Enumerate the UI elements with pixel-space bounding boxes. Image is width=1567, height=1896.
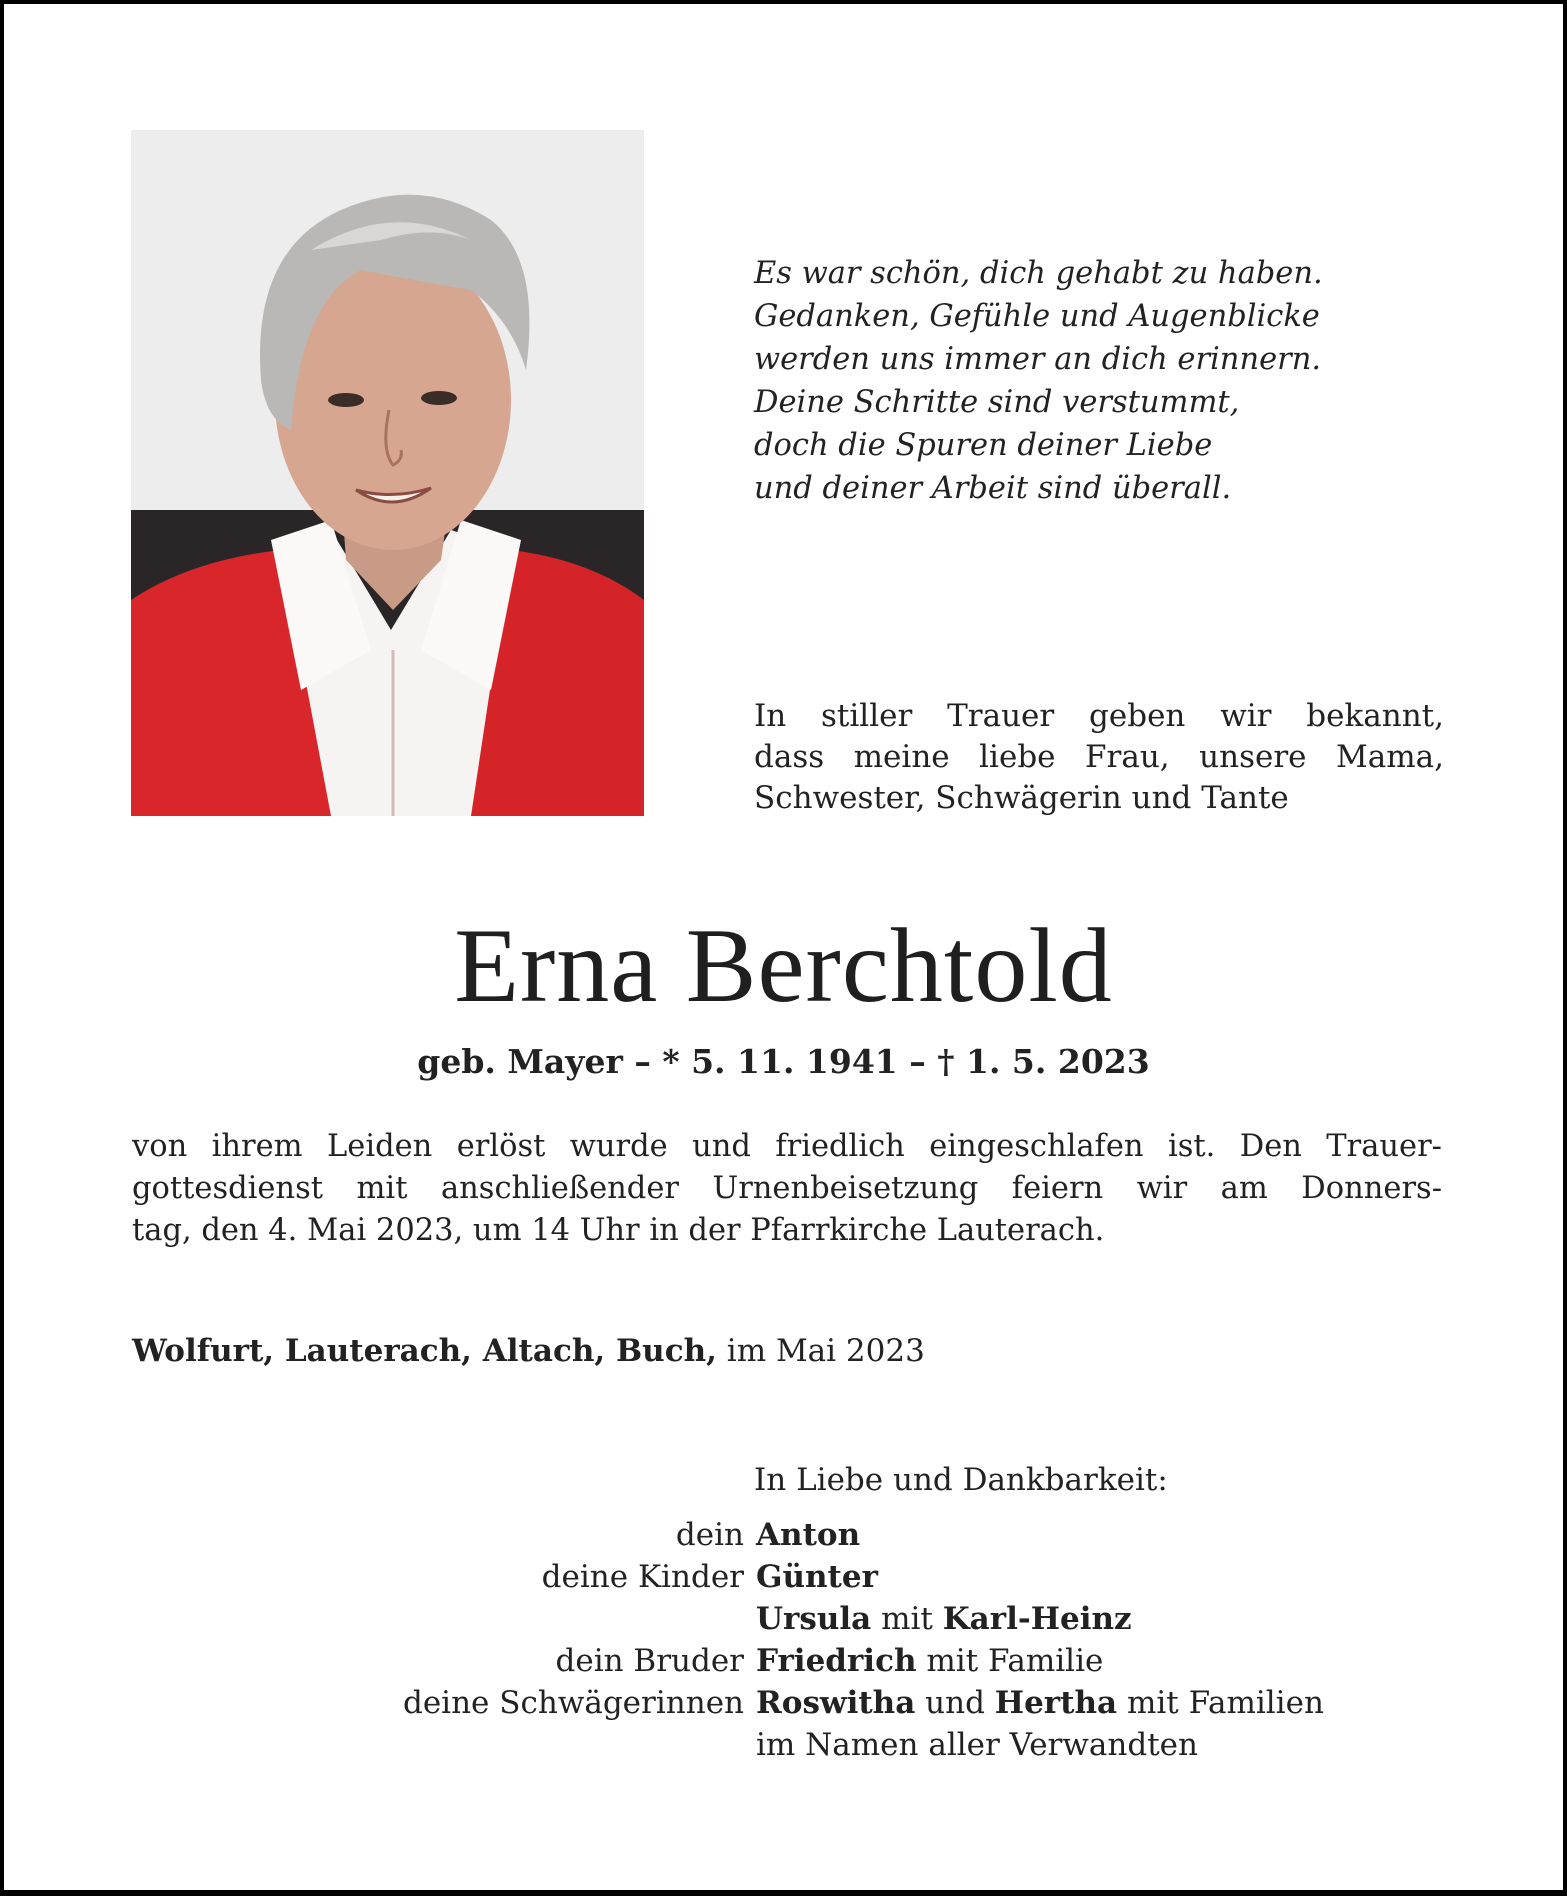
poem-line: und deiner Arbeit sind überall. — [754, 471, 1232, 506]
signature-row — [204, 1724, 1504, 1766]
place-date: im Mai 2023 — [716, 1333, 925, 1369]
poem-line: doch die Spuren deiner Liebe — [754, 428, 1213, 463]
signature-names — [756, 1724, 1198, 1766]
signature-name: Roswitha — [756, 1685, 916, 1721]
portrait-photo — [131, 130, 644, 816]
body-line: von ihrem Leiden erlöst wurde und friedlich eingeschlafen ist. Den Trauer- — [132, 1129, 1442, 1164]
signature-relation — [204, 1598, 756, 1640]
place-towns: Wolfurt, Lauterach, Altach, Buch, — [132, 1333, 717, 1369]
signature-relation: dein — [675, 1517, 744, 1553]
body-line: tag, den 4. Mai 2023, um 14 Uhr in der Pfarrkirche Lauterach. — [132, 1213, 1105, 1248]
signature-text: mit Familien — [1117, 1685, 1324, 1721]
poem-line: werden uns immer an dich erinnern. — [754, 342, 1322, 377]
signature-name: Günter — [756, 1559, 878, 1595]
deceased-name: Erna Berchtold — [454, 907, 1113, 1024]
signature-text: mit Familie — [916, 1643, 1104, 1679]
intro-line: dass meine liebe Frau, unsere Mama, — [754, 739, 1444, 775]
poem — [754, 252, 1474, 510]
portrait-photo-icon — [131, 130, 644, 816]
body-line: gottesdienst mit anschließender Urnenbeisetzung feiern wir am Donners- — [132, 1171, 1442, 1206]
signature-row — [204, 1556, 1504, 1598]
signature-text: im Namen aller Verwandten — [756, 1727, 1198, 1763]
signatures — [204, 1514, 1504, 1766]
signature-names — [756, 1598, 1132, 1640]
signature-row — [204, 1598, 1504, 1640]
signature-name: Anton — [756, 1517, 861, 1553]
signature-relation: deine Kinder — [541, 1559, 744, 1595]
intro-line: Schwester, Schwägerin und Tante — [754, 780, 1289, 816]
signature-names — [756, 1640, 1103, 1682]
signature-row — [204, 1514, 1504, 1556]
poem-line: Es war schön, dich gehabt zu haben. — [754, 256, 1323, 291]
signature-name: Ursula — [756, 1601, 872, 1637]
signature-relation — [204, 1724, 756, 1766]
signature-name: Karl-Heinz — [942, 1601, 1132, 1637]
signature-row — [204, 1640, 1504, 1682]
signature-relation: dein Bruder — [555, 1643, 744, 1679]
signature-text: mit — [871, 1601, 943, 1637]
obituary-page — [4, 4, 1563, 1890]
poem-line: Gedanken, Gefühle und Augenblicke — [754, 299, 1320, 334]
signature-names — [756, 1682, 1324, 1724]
thanks-line: In Liebe und Dankbarkeit: — [754, 1462, 1168, 1498]
intro-line: In stiller Trauer geben wir bekannt, — [754, 698, 1444, 734]
announcement-intro — [754, 696, 1444, 819]
signature-relation: deine Schwägerinnen — [402, 1685, 744, 1721]
signature-names — [756, 1514, 860, 1556]
signature-text: und — [915, 1685, 995, 1721]
signature-name: Friedrich — [756, 1643, 917, 1679]
poem-line: Deine Schritte sind verstummt, — [754, 385, 1240, 420]
place-and-date — [132, 1330, 925, 1372]
service-details — [132, 1126, 1442, 1252]
signature-name: Hertha — [994, 1685, 1118, 1721]
birth-death-dates: geb. Mayer – * 5. 11. 1941 – † 1. 5. 2023 — [417, 1042, 1150, 1081]
signature-row — [204, 1682, 1504, 1724]
signature-names — [756, 1556, 878, 1598]
